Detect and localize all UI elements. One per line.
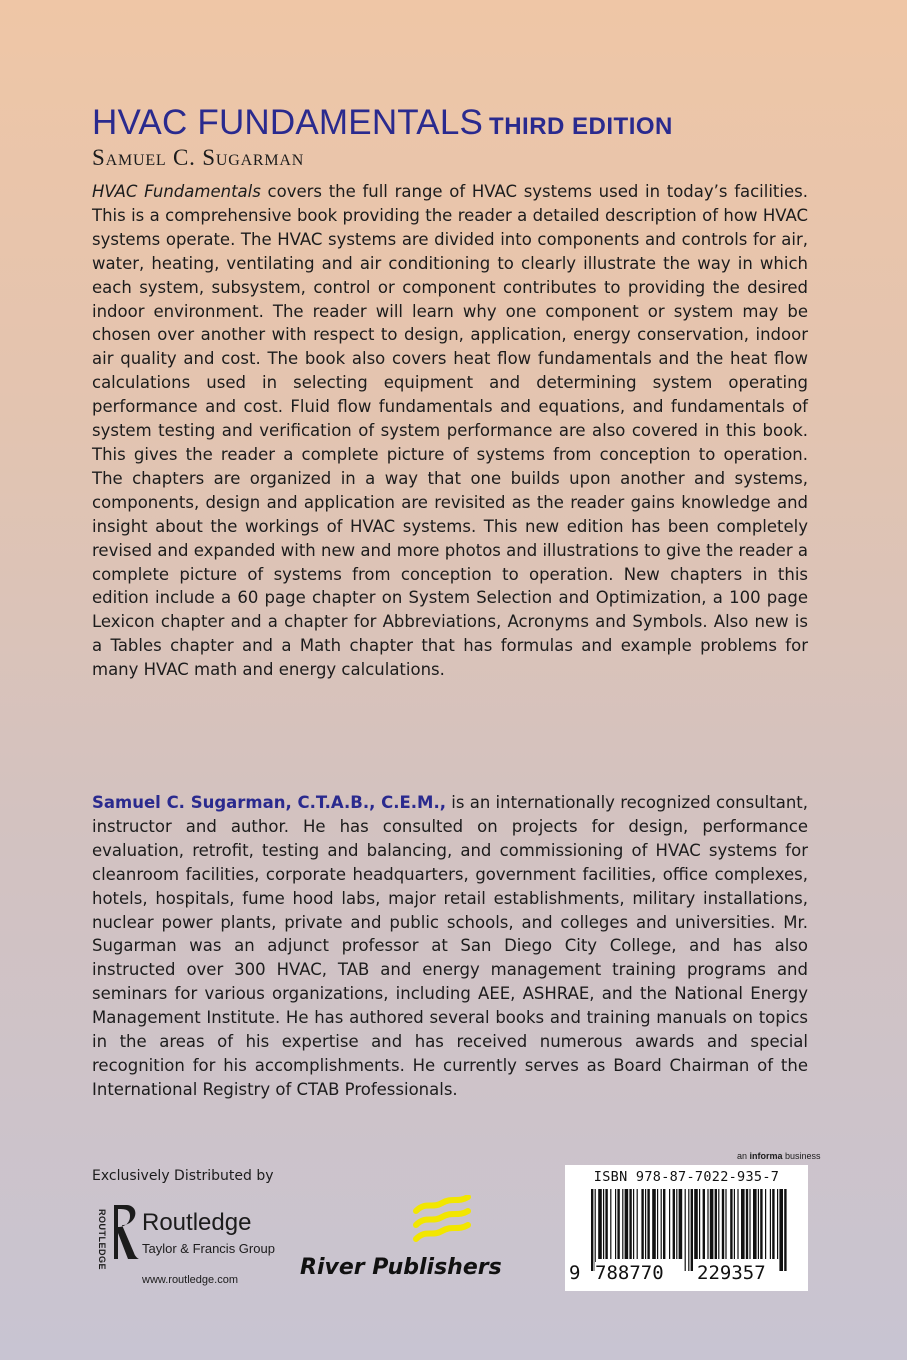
- barcode-bar: [637, 1189, 638, 1259]
- barcode-bar: [647, 1189, 649, 1259]
- book-edition: THIRD EDITION: [489, 113, 673, 140]
- barcode-bar: [645, 1189, 646, 1259]
- barcode-digit-first: 9: [569, 1262, 581, 1284]
- barcode-bar: [710, 1189, 714, 1259]
- barcode-bar: [617, 1189, 619, 1259]
- barcode-bar: [652, 1189, 656, 1259]
- description-body: covers the full range of HVAC systems used in today’s facilities. This is a comprehensive book providing the reader a detailed description of how HVAC systems operate. The HVAC systems are divided into components and controls for air, water, heating, ventilating and air conditioning to clearly illustrate the way in which each system, subsystem, control or component contributes to providing the desired indoor environment. The reader will learn why one component or system may be chosen over another with respect to design, application, energy conservation, indoor air quality and cost. The book also covers heat flow fundamentals and the heat flow calculations used in selecting equipment and determining system operating performance and cost. Fluid flow fundamentals and equations, and fundamentals of system testing and verification of system performance are also covered in this book. This gives the reader a complete picture of systems from conception to operation. The chapters are organized in a way that one builds upon another and systems, components, design and application are revisited as the reader gains knowledge and insight about the workings of HVAC systems. This new edition has been completely revised and expanded with new and more photos and illustrations to give the reader a complete picture of systems from conception to operation. New chapters in this edition include a 60 page chapter on System Selection and Optimization, a 100 page Lexicon chapter and a chapter for Abbreviations, Acronyms and Symbols. Also new is a Tables chapter and a Math chapter that has formulas and example problems for many HVAC math and energy calculations.: [92, 182, 808, 680]
- barcode-bar: [622, 1189, 623, 1259]
- barcode-bar: [661, 1189, 662, 1259]
- barcode-bar: [779, 1189, 783, 1271]
- barcode-digits-right: 229357: [697, 1262, 766, 1284]
- isbn-number: ISBN 978-87-7022-935-7: [593, 1169, 780, 1185]
- distribution-label: Exclusively Distributed by: [92, 1168, 274, 1184]
- barcode-bar: [694, 1189, 698, 1259]
- barcode-bar: [679, 1189, 683, 1259]
- book-title: [92, 103, 673, 147]
- barcode-bar: [691, 1189, 693, 1271]
- barcode-bar: [676, 1189, 677, 1259]
- routledge-spine: [92, 1205, 110, 1271]
- barcode-bar: [688, 1189, 689, 1271]
- barcode-bar: [591, 1189, 593, 1271]
- informa-prefix: an: [737, 1151, 750, 1161]
- barcode-bar: [657, 1189, 658, 1259]
- routledge-logo: [92, 1203, 292, 1286]
- barcode-bar: [765, 1189, 766, 1259]
- river-waves-icon: [412, 1195, 472, 1250]
- barcode-bar: [610, 1189, 611, 1259]
- author-bio: [92, 791, 808, 1102]
- book-title-main: HVAC FUNDAMENTALS: [92, 103, 484, 142]
- barcode-digits-left: 788770: [595, 1262, 664, 1284]
- routledge-group: Taylor & Francis Group: [142, 1241, 275, 1256]
- informa-suffix: business: [782, 1151, 821, 1161]
- barcode-bar: [753, 1189, 757, 1259]
- barcode-bar: [641, 1189, 643, 1259]
- routledge-name: Routledge: [142, 1209, 252, 1236]
- barcode-bar: [718, 1189, 719, 1259]
- barcode-bar: [784, 1189, 786, 1271]
- barcode-bar: [746, 1189, 748, 1259]
- barcode-bar: [699, 1189, 700, 1259]
- barcode-bar: [758, 1189, 759, 1259]
- bio-body: is an internationally recognized consultant, instructor and author. He has consulted on projects for design, performance evaluation, retrofit, testing and balancing, and commissioning of HVAC systems for cleanroom facilities, corporate headquarters, government facilities, office complexes, hotels, hospitals, fume hood labs, major retail establishments, military installations, nuclear power plants, private and public schools, and colleges and universities. Mr. Sugarman was an adjunct professor at San Diego City College, and has also instructed over 300 HVAC, TAB and energy management training programs and seminars for various organizations, including AEE, ASHRAE, and the National Energy Management Institute. He has authored several books and training manuals on topics in the areas of his expertise and has received numerous awards and special recognition for his accomplishments. He currently serves as Board Chairman of the International Registry of CTAB Professionals.: [92, 793, 809, 1099]
- river-publishers-logo: [300, 1195, 500, 1285]
- informa-brand: informa: [749, 1151, 783, 1161]
- routledge-spine-text: ROUTLEDGE: [97, 1209, 107, 1271]
- barcode-bar: [629, 1189, 631, 1259]
- isbn-barcode: [565, 1165, 808, 1291]
- barcode-bar: [603, 1189, 604, 1259]
- routledge-r-icon: [112, 1203, 140, 1261]
- barcode-bar: [633, 1189, 634, 1259]
- barcode-bar: [770, 1189, 771, 1259]
- barcode-bar: [725, 1189, 726, 1259]
- book-description: [92, 180, 808, 682]
- barcode-bar: [772, 1189, 774, 1259]
- barcode-bar: [737, 1189, 738, 1259]
- barcode-bar: [663, 1189, 665, 1259]
- title-block: [92, 103, 673, 147]
- barcode-bar: [715, 1189, 717, 1259]
- barcode-bars: [575, 1189, 798, 1273]
- barcode-bar: [777, 1189, 778, 1259]
- routledge-url: www.routledge.com: [142, 1274, 238, 1286]
- barcode-bar: [669, 1189, 670, 1259]
- barcode-bar: [749, 1189, 750, 1259]
- river-publishers-name: River Publishers: [300, 1255, 502, 1280]
- barcode-bar: [730, 1189, 732, 1259]
- description-italic-lead: HVAC Fundamentals: [92, 182, 261, 201]
- barcode-bar: [707, 1189, 708, 1259]
- informa-tagline: [737, 1151, 821, 1161]
- barcode-bar: [685, 1189, 686, 1271]
- barcode-bar: [615, 1189, 616, 1259]
- bio-author-name: Samuel C. Sugarman, C.T.A.B., C.E.M.,: [92, 793, 447, 812]
- barcode-bar: [703, 1189, 705, 1259]
- barcode-bar: [605, 1189, 607, 1259]
- barcode-bar: [625, 1189, 629, 1259]
- barcode-bar: [760, 1189, 762, 1259]
- book-author: Samuel C. Sugarman: [92, 145, 305, 170]
- barcode-bar: [722, 1189, 724, 1259]
- barcode-bar: [734, 1189, 735, 1259]
- barcode-bar: [595, 1189, 596, 1271]
- barcode-bar: [673, 1189, 675, 1259]
- barcode-bar: [741, 1189, 745, 1259]
- barcode-bar: [598, 1189, 602, 1259]
